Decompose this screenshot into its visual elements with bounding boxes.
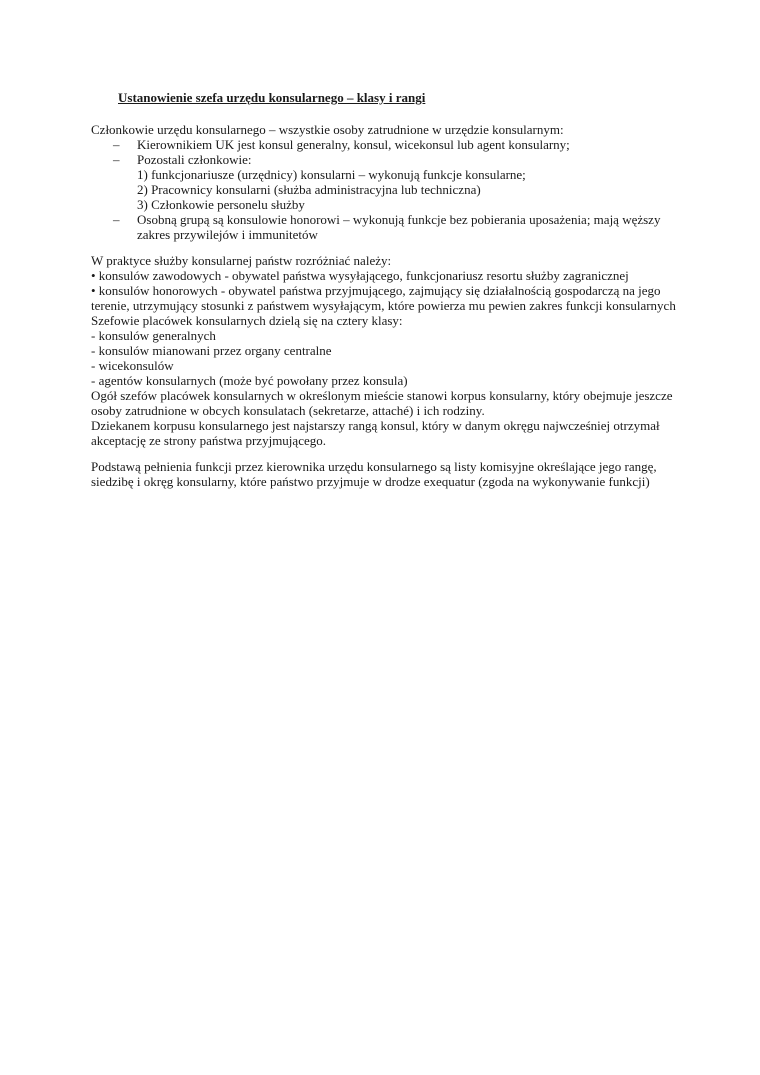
list-item-continuation: zakres przywilejów i immunitetów (137, 227, 318, 242)
list-item-text: Osobną grupą są konsulowie honorowi – wykonują funkcje bez pobierania uposażenia; mają węższy (137, 212, 661, 227)
list-item (91, 137, 691, 152)
list-item (91, 152, 691, 167)
list-item-text: Kierownikiem UK jest konsul generalny, konsul, wicekonsul lub agent konsularny; (137, 137, 570, 152)
list-item-text: Pozostali członkowie: (137, 152, 252, 167)
sub-list-item: 1) funkcjonariusze (urzędnicy) konsularni – wykonują funkcje konsularne; (137, 167, 526, 182)
consul-types-section (91, 253, 691, 448)
members-section (91, 122, 691, 242)
text-line: W praktyce służby konsularnej państw rozróżniać należy: (91, 253, 392, 268)
text-line: Szefowie placówek konsularnych dzielą się na cztery klasy: (91, 313, 403, 328)
text-line: Podstawą pełnienia funkcji przez kierownika urzędu konsularnego są listy komisyjne określające jego rangę, (91, 459, 657, 474)
members-intro: Członkowie urzędu konsularnego – wszystkie osoby zatrudnione w urzędzie konsularnym: (91, 122, 564, 137)
text-line: terenie, utrzymujący stosunki z państwem wysyłającym, które powierza mu pewien zakres funkcji konsularnych (91, 298, 676, 313)
text-line: osoby zatrudnione w obcych konsulatach (sekretarze, attaché) i ich rodziny. (91, 403, 485, 418)
text-line: - wicekonsulów (91, 358, 174, 373)
commission-section (91, 459, 691, 489)
dash-bullet: – (113, 152, 120, 167)
text-line: - konsulów generalnych (91, 328, 216, 343)
text-line: akceptację ze strony państwa przyjmującego. (91, 433, 326, 448)
sub-list-item: 3) Członkowie personelu służby (137, 197, 305, 212)
list-item (91, 212, 691, 227)
text-line: • konsulów honorowych - obywatel państwa przyjmującego, zajmujący się działalnością gospodarczą na jego (91, 283, 661, 298)
document-title: Ustanowienie szefa urzędu konsularnego – klasy i rangi (118, 90, 426, 105)
text-line: - agentów konsularnych (może być powołany przez konsula) (91, 373, 408, 388)
text-line: • konsulów zawodowych - obywatel państwa wysyłającego, funkcjonariusz resortu służby zagranicznej (91, 268, 629, 283)
sub-list-item: 2) Pracownicy konsularni (służba administracyjna lub techniczna) (137, 182, 481, 197)
text-line: Dziekanem korpusu konsularnego jest najstarszy rangą konsul, który w danym okręgu najwcześniej otrzymał (91, 418, 660, 433)
dash-bullet: – (113, 137, 120, 152)
text-line: Ogół szefów placówek konsularnych w określonym mieście stanowi korpus konsularny, który obejmuje jeszcze (91, 388, 673, 403)
dash-bullet: – (113, 212, 120, 227)
text-line: siedzibę i okręg konsularny, które państwo przyjmuje w drodze exequatur (zgoda na wykonywanie funkcji) (91, 474, 650, 489)
text-line: - konsulów mianowani przez organy centralne (91, 343, 332, 358)
